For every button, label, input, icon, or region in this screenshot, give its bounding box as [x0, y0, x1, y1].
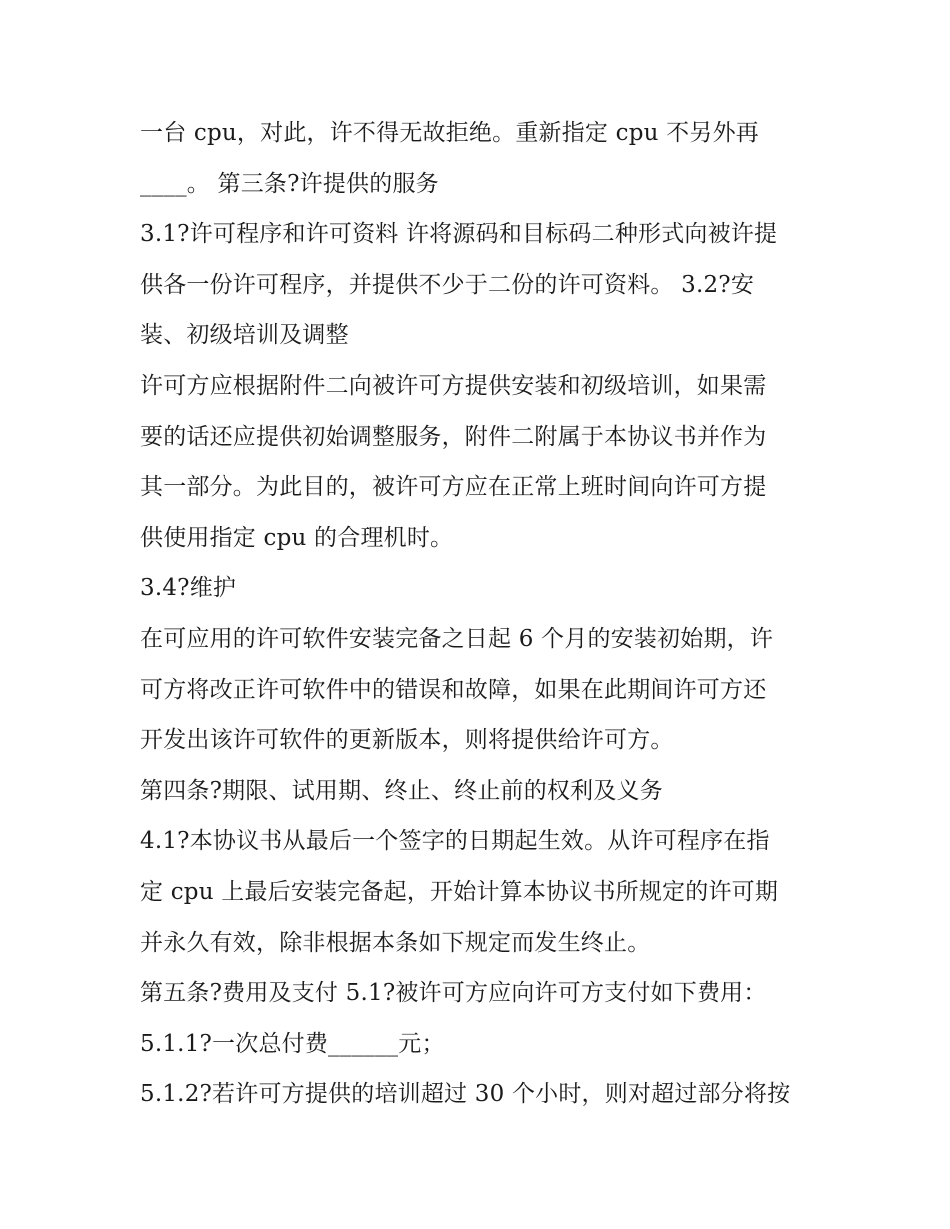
text-line: 可方将改正许可软件中的错误和故障，如果在此期间许可方还: [140, 676, 767, 703]
text-line: 供使用指定 cpu 的合理机时。: [140, 524, 454, 551]
text-line: 3.1?许可程序和许可资料 许将源码和目标码二种形式向被许提: [140, 221, 778, 248]
text-line: 供各一份许可程序，并提供不少于二份的许可资料。 3.2?安: [140, 271, 755, 298]
text-line: 并永久有效，除非根据本条如下规定而发生终止。: [140, 929, 651, 956]
text-line: 5.1.2?若许可方提供的培训超过 30 个小时，则对超过部分将按: [140, 1081, 791, 1108]
text-line: 开发出该许可软件的更新版本，则将提供给许可方。: [140, 727, 674, 754]
document-page: [140, 108, 820, 1120]
section-heading: 第四条?期限、试用期、终止、终止前的权利及义务: [140, 777, 663, 804]
text-line: 装、初级培训及调整: [140, 322, 349, 349]
section-heading: 3.4?维护: [140, 575, 237, 602]
text-line: ____。 第三条?许提供的服务: [140, 170, 439, 197]
text-line: 定 cpu 上最后安装完备起，开始计算本协议书所规定的许可期: [140, 878, 779, 905]
text-line: 要的话还应提供初始调整服务，附件二附属于本协议书并作为: [140, 423, 767, 450]
text-line: 其一部分。为此目的，被许可方应在正常上班时间向许可方提: [140, 474, 767, 501]
text-line: 在可应用的许可软件安装完备之日起 6 个月的安装初始期，许: [140, 625, 774, 652]
text-line: 4.1?本协议书从最后一个签字的日期起生效。从许可程序在指: [140, 828, 770, 855]
text-line: 5.1.1?一次总付费______元；: [140, 1030, 445, 1057]
text-line: 许可方应根据附件二向被许可方提供安装和初级培训，如果需: [140, 372, 767, 399]
section-heading: 第五条?费用及支付 5.1?被许可方应向许可方支付如下费用：: [140, 980, 767, 1007]
text-line: 一台 cpu，对此，许不得无故拒绝。重新指定 cpu 不另外再: [140, 120, 759, 146]
